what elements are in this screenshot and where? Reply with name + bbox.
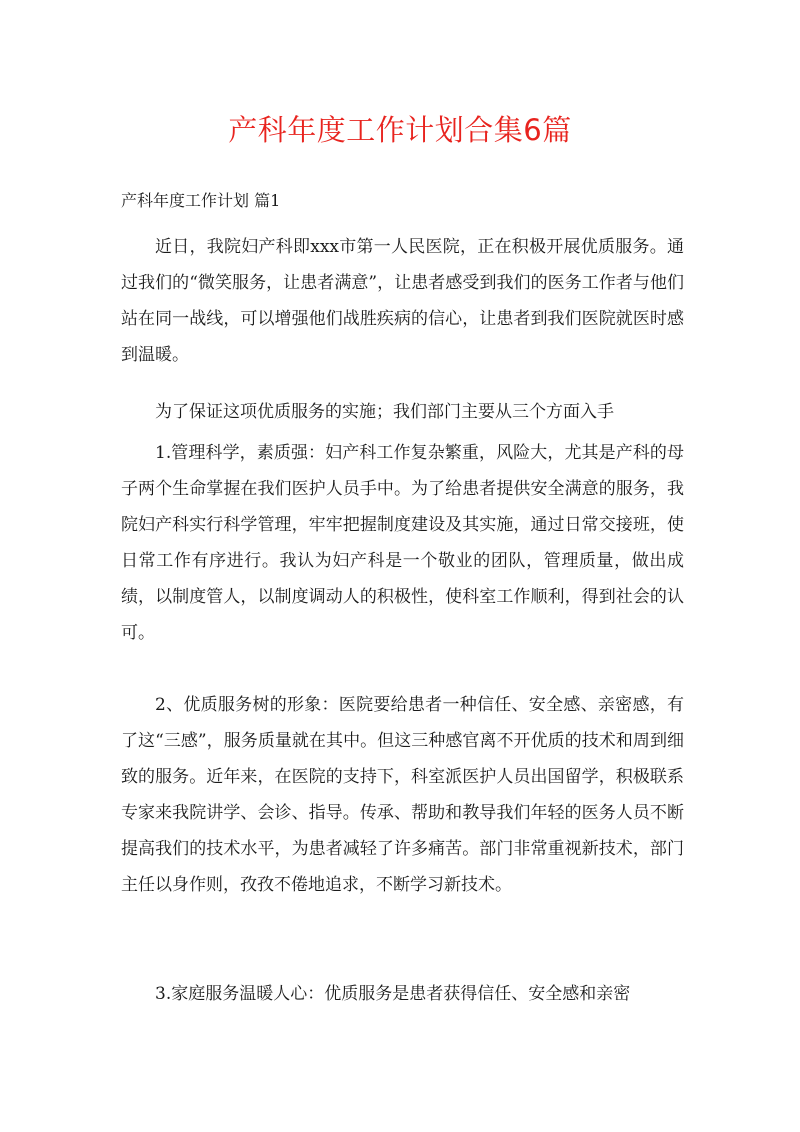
paragraph-management [121, 435, 684, 651]
paragraph-three-aspects [121, 394, 684, 430]
paragraph-quality-service [121, 687, 684, 903]
paragraph-intro [121, 229, 684, 373]
section-heading: 产科年度工作计划 篇1 [121, 191, 281, 210]
paragraph-text: 近日，我院妇产科即xxx市第一人民医院，正在积极开展优质服务。通过我们的“微笑服务，让患者满意”，让患者感受到我们的医务工作者与他们站在同一战线，可以增强他们战胜疾病的信心，让患者到我们医院就医时感到温暖。 [121, 237, 684, 365]
paragraph-text: 1.管理科学，素质强：妇产科工作复杂繁重，风险大，尤其是产科的母子两个生命掌握在我们医护人员手中。为了给患者提供安全满意的服务，我院妇产科实行科学管理，牢牢把握制度建设及其实施，通过日常交接班，使日常工作有序进行。我认为妇产科是一个敬业的团队，管理质量，做出成绩，以制度管人，以制度调动人的积极性，使科室工作顺利，得到社会的认可。 [121, 443, 684, 643]
paragraph-text: 2、优质服务树的形象：医院要给患者一种信任、安全感、亲密感，有了这“三感”，服务质量就在其中。但这三种感官离不开优质的技术和周到细致的服务。近年来，在医院的支持下，科室派医护人员出国留学，积极联系专家来我院讲学、会诊、指导。传承、帮助和教导我们年轻的医务人员不断提高我们的技术水平，为患者减轻了许多痛苦。部门非常重视新技术，部门主任以身作则，孜孜不倦地追求，不断学习新技术。 [121, 695, 684, 895]
document-title: 产科年度工作计划合集6篇 [228, 113, 572, 147]
paragraph-family-service [121, 976, 684, 1012]
paragraph-text: 为了保证这项优质服务的实施；我们部门主要从三个方面入手 [155, 402, 614, 422]
paragraph-text: 3.家庭服务温暖人心：优质服务是患者获得信任、安全感和亲密 [155, 984, 631, 1004]
